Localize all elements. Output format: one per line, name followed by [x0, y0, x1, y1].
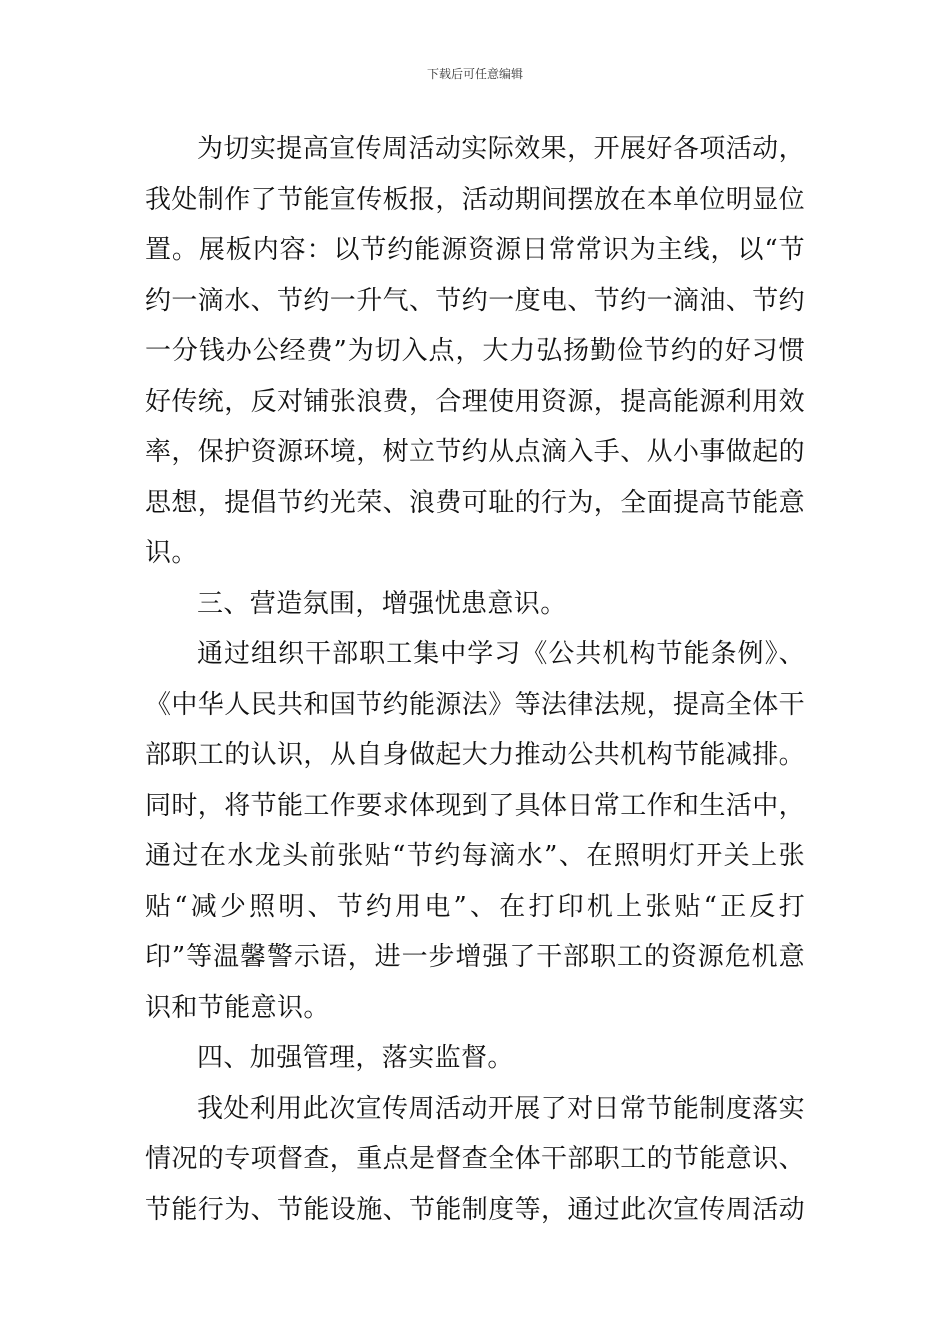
paragraph-study-regulations: 通过组织干部职工集中学习《公共机构节能条例》、《中华人民共和国节约能源法》等法律法规，提高全体干部职工的认识，从自身做起大力推动公共机构节能减排。同时，将节能工作要求体现到了具体日常工作和生活中，通过在水龙头前张贴“节约每滴水”、在照明灯开关上张贴“减少照明、节约用电”、在打印机上张贴“正反打印”等温馨警示语，进一步增强了干部职工的资源危机意识和节能意识。	[145, 639, 806, 1023]
paragraph-publicity-board: 为切实提高宣传周活动实际效果，开展好各项活动，我处制作了节能宣传板报，活动期间摆放在本单位明显位置。展板内容：以节约能源资源日常常识为主线，以“节约一滴水、节约一升气、节约一度电、节约一滴油、节约一分钱办公经费”为切入点，大力弘扬勤俭节约的好习惯好传统，反对铺张浪费，合理使用资源，提高能源利用效率，保护资源环境，树立节约从点滴入手、从小事做起的思想，提倡节约光荣、浪费可耻的行为，全面提高节能意识。	[145, 134, 806, 568]
section-heading-3: 三、营造氛围，增强忧患意识。	[197, 588, 567, 619]
section-heading-4: 四、加强管理，落实监督。	[197, 1043, 514, 1073]
page-header-note: 下载后可任意编辑	[426, 67, 523, 81]
paragraph-supervision: 我处利用此次宣传周活动开展了对日常节能制度落实情况的专项督查，重点是督查全体干部职工的节能意识、节能行为、节能设施、节能制度等，通过此次宣传周活动	[145, 1093, 806, 1225]
document-body	[145, 124, 805, 1235]
